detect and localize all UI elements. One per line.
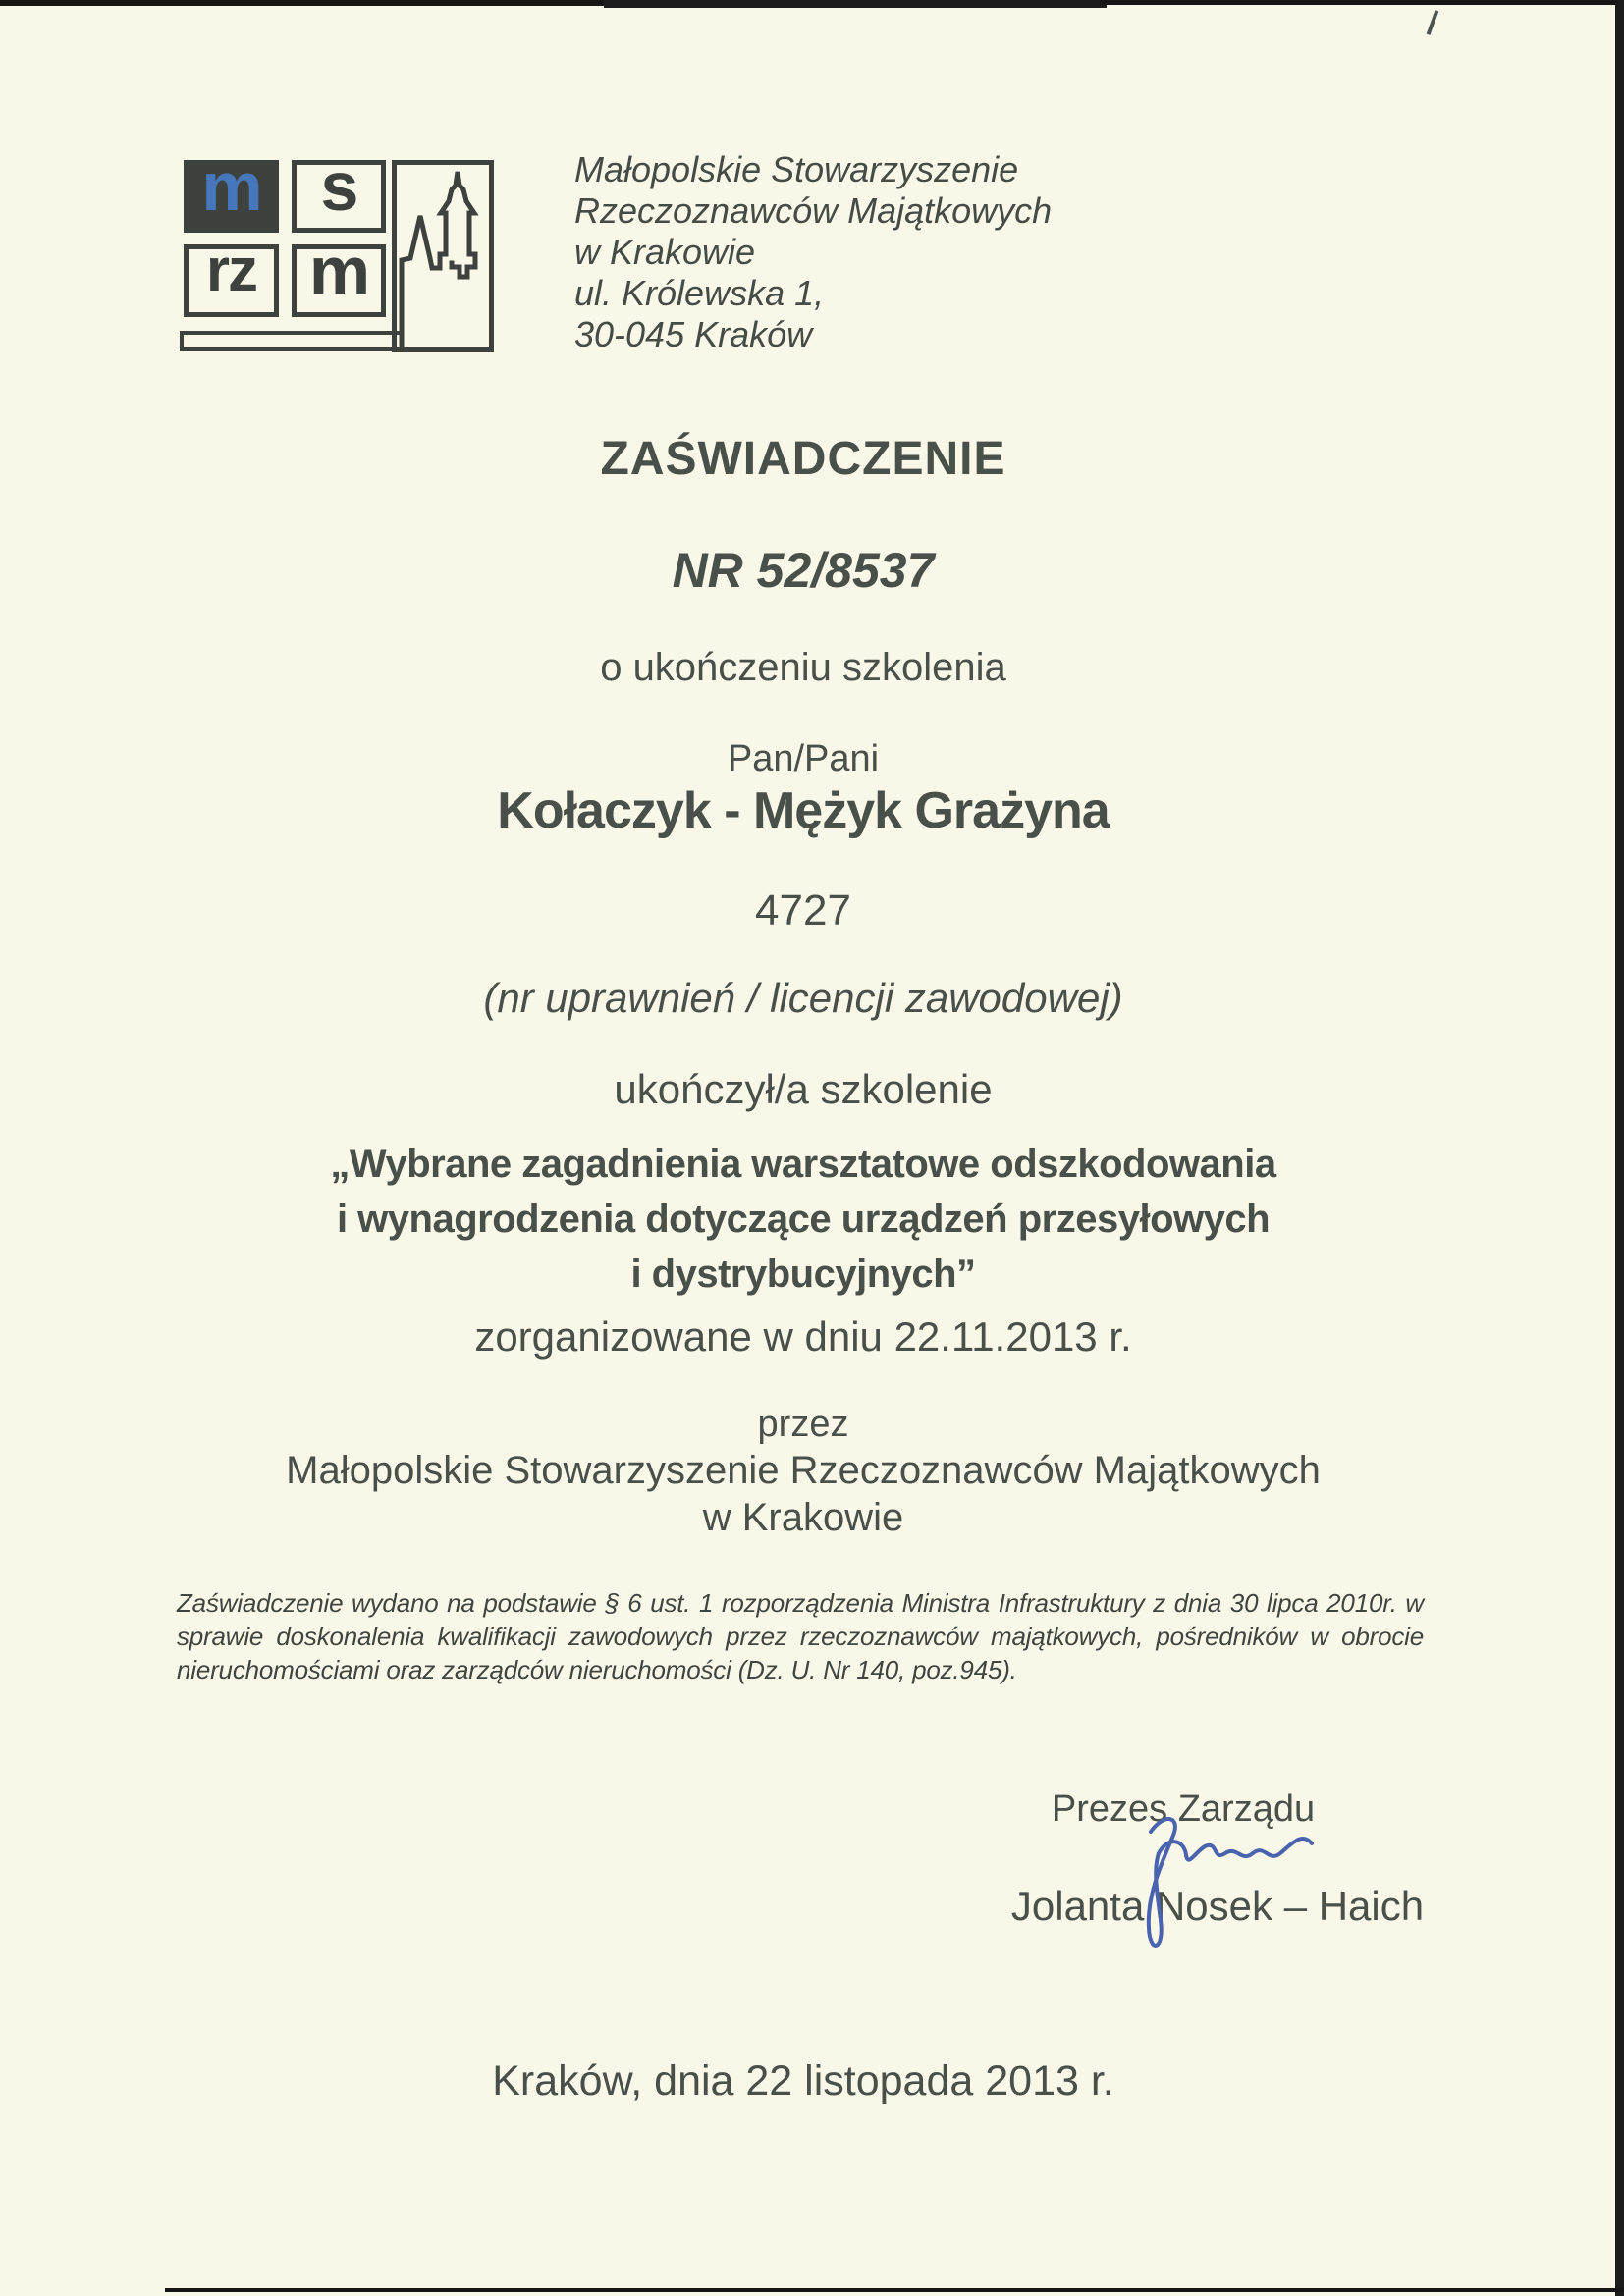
course-title-line-2: i wynagrodzenia dotyczące urządzeń przesyłowych — [336, 1198, 1271, 1241]
completion-text: ukończył/a szkolenie — [614, 1066, 993, 1112]
signer-role: Prezes Zarządu — [1051, 1789, 1316, 1830]
scan-artifact-bottom-edge — [165, 2288, 1624, 2292]
logo-square-s — [292, 148, 386, 233]
organizer-city: w Krakowie — [702, 1496, 904, 1539]
course-title-line-3: i dystrybucyjnych” — [630, 1253, 976, 1296]
letterhead-line-1: Małopolskie Stowarzyszenie — [574, 149, 1019, 189]
letterhead — [574, 149, 1052, 355]
scan-artifact-top-right — [1100, 0, 1624, 5]
logo-square-m2 — [292, 233, 386, 317]
scan-artifact-right-edge — [1615, 0, 1624, 2296]
scan-artifact-slash-mark — [1427, 10, 1439, 35]
scan-artifact-top-mid — [604, 0, 1107, 8]
license-caption: (nr uprawnień / licencji zawodowej) — [483, 975, 1123, 1021]
logo-letter-s: s — [320, 148, 357, 225]
letterhead-line-3: w Krakowie — [574, 232, 756, 272]
letterhead-line-5: 30-045 Kraków — [574, 314, 813, 354]
logo-baseline-bar — [180, 331, 404, 351]
doc-number: NR 52/8537 — [672, 543, 935, 598]
organizer-name: Małopolskie Stowarzyszenie Rzeczoznawców Majątkowych — [286, 1449, 1321, 1492]
letterhead-line-4: ul. Królewska 1, — [574, 273, 825, 313]
doc-subtitle: o ukończeniu szkolenia — [600, 646, 1006, 689]
logo-letter-m1: m — [201, 148, 261, 225]
place-date-line: Kraków, dnia 22 listopada 2013 r. — [492, 2057, 1114, 2105]
logo-square-m-blue — [184, 148, 279, 233]
organized-date-text: zorganizowane w dniu 22.11.2013 r. — [474, 1313, 1132, 1360]
scan-artifact-top-left — [0, 0, 609, 6]
signer-name: Jolanta Nosek – Haich — [1010, 1883, 1425, 1929]
logo-letter-m2: m — [308, 233, 369, 309]
logo-tower-frame — [392, 160, 494, 352]
doc-title: ZAŚWIADCZENIE — [600, 433, 1006, 485]
signature-ink — [1092, 1804, 1323, 1966]
letterhead-line-2: Rzeczoznawców Majątkowych — [574, 190, 1053, 231]
recipient-name: Kołaczyk - Mężyk Grażyna — [497, 782, 1110, 839]
logo-square-rz — [184, 237, 279, 317]
legal-basis-text: Zaświadczenie wydano na podstawie § 6 ust. 1 rozporządzenia Ministra Infrastruktury z dnia 30 lipca 2010r. w sprawie doskonalenia kwalifikacji zawodowych przez rzeczoznawców majątkowych, pośredników w obrocie nieruchomościami oraz zarządców nieruchomości (Dz. U. Nr 140, poz.945). — [177, 1588, 1424, 1684]
license-number: 4727 — [755, 886, 851, 934]
course-title — [0, 1137, 1606, 1302]
church-tower-icon — [397, 165, 489, 347]
by-text: przez — [757, 1404, 849, 1445]
salutation: Pan/Pani — [727, 738, 880, 779]
course-title-line-1: „Wybrane zagadnienia warsztatowe odszkodowania — [330, 1143, 1276, 1186]
logo-letter-rz: rz — [205, 237, 257, 304]
